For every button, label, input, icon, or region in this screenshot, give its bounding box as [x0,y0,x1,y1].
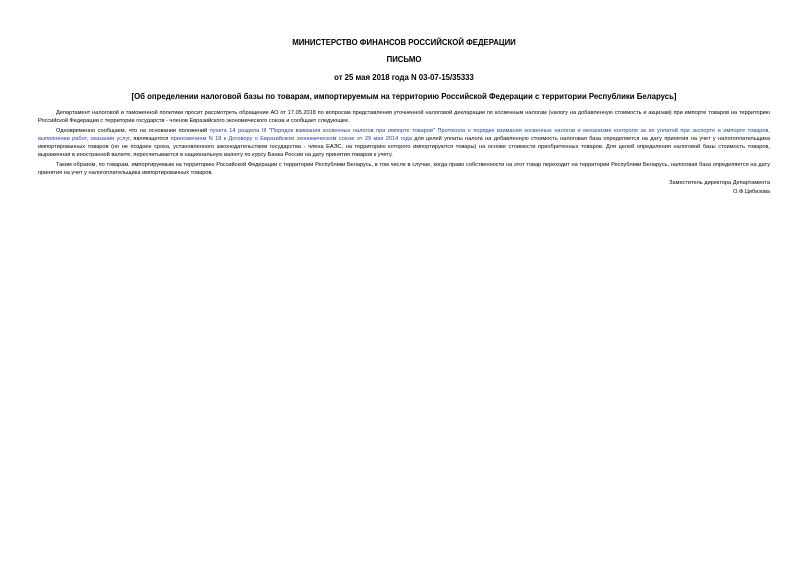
signature-name: О.Ф.Цибизова [733,189,770,196]
date-number-heading: от 25 мая 2018 года N 03-07-15/35333 [334,73,474,82]
protocol-link[interactable]: пункта 14 раздела III "Порядок взимания косвенных налогов при импорте товаров" Протокола о порядке взимания косвенных налогов и механизме контроля за их уплатой при экспорте и импорте товаров, выполнении работ, оказании услуг [38,127,770,142]
ministry-heading: МИНИСТЕРСТВО ФИНАНСОВ РОССИЙСКОЙ ФЕДЕРАЦИИ [292,38,516,47]
subject-heading: [Об определении налоговой базы по товарам, импортируемым на территорию Российской Федерации с территории Республики Беларусь] [131,92,677,101]
signature-block [38,179,770,197]
document-body [38,109,770,177]
document-page [38,38,770,197]
document-type-heading: ПИСЬМО [386,55,422,64]
paragraph-2-part-1: Одновременно сообщаем, что на основании положений [56,127,210,134]
paragraph-2 [38,127,770,160]
paragraph-2-part-2: , являющегося [129,135,171,142]
treaty-annex-link[interactable]: приложением N 18 к Договору о Евразийском экономическом союзе от 29 мая 2014 года [170,135,412,142]
paragraph-2-part-3: для целей уплаты налога на добавленную стоимость налоговая база определяется на дату принятия на учет у налогоплательщика импортированных товаров (но не позднее срока, установленного законодательством государства - члена ЕАЭС, на территорию которого импортируются товары) на основе стоимости приобретенных товаров. Для целей определения налоговой базы стоимость товаров, выраженная в иностранной валюте, пересчитывается в национальную валюту по курсу Банка России на дату принятия товаров к учету. [38,135,771,159]
paragraph-1: Департамент налоговой и таможенной политики просит рассмотреть обращение АО от 17.05.2018 по вопросам представления уточненной налоговой декларации по косвенным налогам (налогу на добавленную стоимость и акцизам) при импорте товаров на территорию Российской Федерации с территории государств - членов Евразийского экономического союза и сообщает следующее. [38,110,770,125]
paragraph-3: Таким образом, по товарам, импортируемым на территорию Российской Федерации с территории Республики Беларусь, в том числе в случае, когда право собственности на этот товар переходит на территории Республики Беларусь, налоговая база определяется на дату принятия на учет у налогоплательщика импортированных товаров. [38,161,770,177]
signature-title: Заместитель директора Департамента [669,180,770,187]
